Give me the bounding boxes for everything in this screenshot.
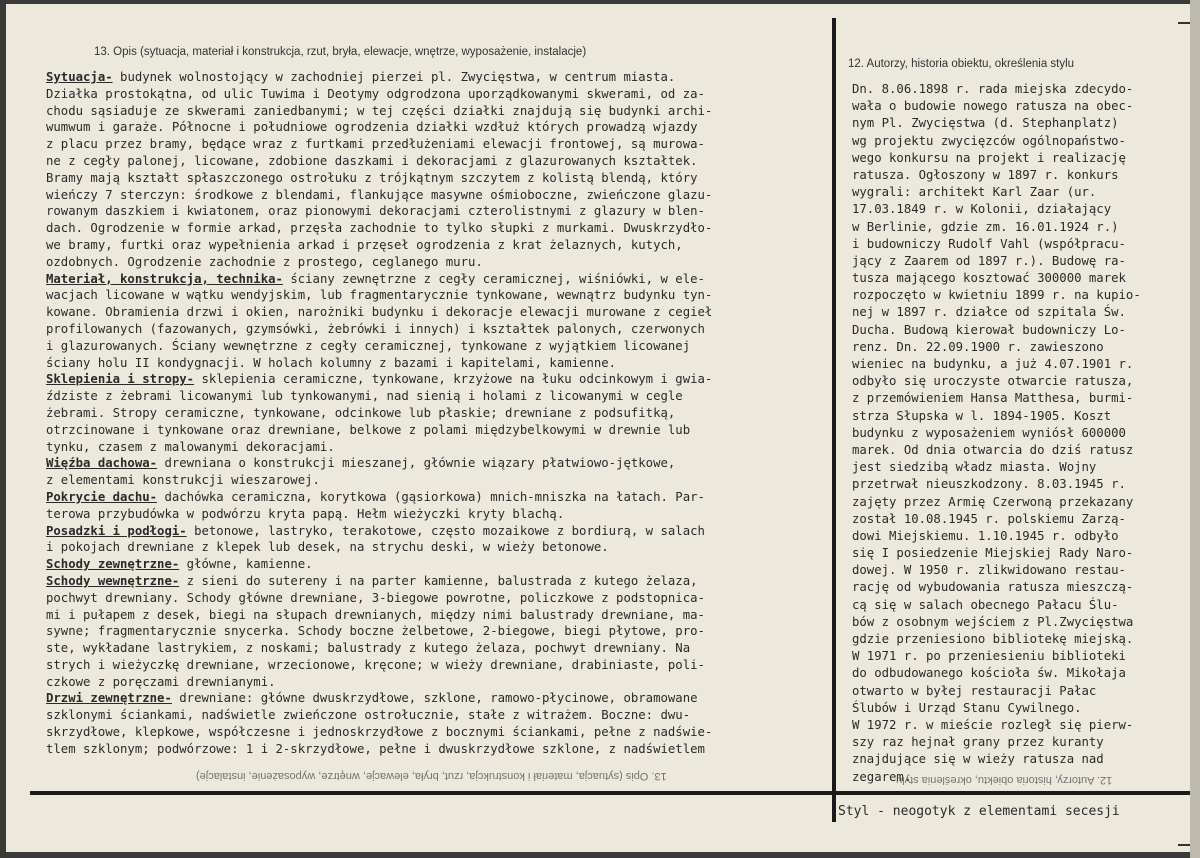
line-text: betonowe, lastryko, terakotowe, często mozaikowe z bordiurą, w salach (186, 523, 705, 538)
history-line: strza Słupska w l. 1894-1905. Koszt (852, 408, 1112, 423)
section-label: Schody wewnętrzne- (46, 573, 180, 588)
line-text: ściany zewnętrzne z cegły ceramicznej, wiśniówki, w ele- (282, 271, 705, 286)
history-line: wała o budowie nowego ratusza na obec- (852, 99, 1134, 114)
description-line (46, 523, 828, 540)
line-text: i pokojach drewniane z klepek lub desek, na strychu deski, w wieży betonowe. (46, 540, 609, 555)
line-text: kowane. Obramienia drzwi i okien, narożniki budynku i dekoracje elewacji murowane z cegieł (46, 305, 713, 320)
document-sheet (6, 4, 1190, 852)
line-text: strych i wieżyczkę drewniane, wrzecionowe, kręcone; w wieży drewniane, drabiniaste, poli- (46, 657, 705, 672)
description-text (46, 69, 828, 758)
description-line (46, 724, 828, 741)
description-line (46, 472, 828, 489)
right-section-header: 12. Autorzy, historia obiektu, określenia stylu (848, 58, 1075, 70)
description-line (46, 573, 828, 590)
horizontal-rule-right (836, 791, 1190, 795)
description-line (46, 422, 828, 439)
history-line: ratusza. Ogłoszony w 1897 r. konkurs (852, 167, 1119, 182)
line-text: tynku, czasem z malowanymi dekoracjami. (46, 439, 335, 454)
line-text: chodu sąsiaduje ze skwerami zaniedbanymi; w tej części działki znajdują się budynki archi- (46, 103, 713, 118)
history-line: jest siedzibą władz miasta. Wojny (852, 460, 1097, 475)
description-line (46, 287, 828, 304)
history-line: nej w 1897 r. działce od szpitala Św. (852, 305, 1126, 320)
history-line: przetrwał nieuszkodzony. 8.03.1945 r. (852, 477, 1126, 492)
description-line (46, 103, 828, 120)
line-text: rowanym daszkiem i kwiatonem, oraz pionowymi dekoracjami czterolistnymi z glazury w blen- (46, 204, 705, 219)
line-text: mi i pułapem z desek, biegi na słupach drewnianych, między nimi balustrady drewniane, ma- (46, 607, 705, 622)
line-text: sklepienia ceramiczne, tynkowane, krzyżowe na łuku odcinkowym i gwia- (194, 372, 713, 387)
section-label: Sytuacja- (46, 70, 113, 84)
history-line: budynku z wyposażeniem wyniósł 600000 (852, 425, 1126, 440)
corner-bracket-top (1178, 22, 1190, 42)
history-line: wieniec na budynku, a już 4.07.1901 r. (852, 357, 1134, 371)
line-text: ździste z żebrami licowanymi lub tynkowanymi, nad sienią i holami z licowanymi w cegle (46, 389, 683, 404)
description-line (46, 220, 828, 237)
history-line: W 1971 r. po przeniesieniu biblioteki (852, 649, 1126, 664)
description-line (46, 489, 828, 506)
line-text: główne, kamienne. (179, 557, 313, 572)
line-text: Bramy mają kształt spłaszczonego ostrołuku z trójkątnym szczytem z kolistą blendą, który (46, 170, 698, 185)
history-line: gdzie przeniesiono bibliotekę miejską. (852, 632, 1134, 646)
history-line: z przemówieniem Hansa Matthesa, burmi- (852, 391, 1134, 406)
description-line (46, 203, 828, 220)
history-line: został 10.08.1945 r. polskiemu Zarzą- (852, 511, 1126, 526)
line-text: sywne; fragmentarycznie snycerka. Schody boczne żelbetowe, 2-biegowe, biegi płytowe, pro- (46, 624, 705, 639)
description-line (46, 136, 828, 153)
description-line (46, 707, 828, 724)
line-text: z sieni do sutereny i na parter kamienne, balustrada z kutego żelaza, (179, 573, 698, 588)
line-text: pochwyt drewniany. Schody główne drewniane, 3-biegowe powrotne, policzkowe z podstopnica- (46, 590, 705, 605)
line-text: ozdobnych. Ogrodzenie zachodnie z prostego, ceglanego muru. (46, 254, 483, 269)
history-line: Ducha. Budową kierował budowniczy Lo- (852, 322, 1126, 337)
description-line (46, 455, 828, 472)
section-label: Sklepienia i stropy- (46, 372, 195, 387)
history-line: rację od wybudowania ratusza mieszczą- (852, 580, 1134, 595)
description-line (46, 271, 828, 288)
description-line (46, 674, 828, 691)
description-line (46, 590, 828, 607)
history-line: otwarto w byłej restauracji Pałac (852, 683, 1097, 698)
description-line (46, 170, 828, 187)
corner-bracket-bottom (1178, 830, 1190, 846)
history-line: odbyło się uroczyste otwarcie ratusza, (852, 374, 1134, 389)
main-section-header: 13. Opis (sytuacja, materiał i konstrukcja, rzut, bryła, elewacje, wnętrze, wyposażenie, instalacje) (94, 46, 587, 58)
description-line (46, 86, 828, 103)
page-edge (1190, 0, 1200, 858)
history-line: znajdujące się w wieży ratusza nad (852, 752, 1104, 767)
line-text: dachówka ceramiczna, korytkowa (gąsiorkowa) mnich-mniszka na łatach. Par- (157, 489, 705, 504)
history-line: Ślubów i Urząd Stanu Cywilnego. (852, 700, 1082, 715)
description-line (46, 640, 828, 657)
description-line (46, 69, 828, 86)
line-text: ne z cegły palonej, licowane, zdobione daszkami i dekoracjami z glazurowanych kształtek. (46, 153, 698, 168)
section-label: Pokrycie dachu- (46, 489, 158, 504)
description-line (46, 119, 828, 136)
line-text: z placu przez bramy, będące wraz z furtkami przedłużeniami elewacji frontowej, są murowa- (46, 137, 705, 152)
line-text: wacjach licowane w wątku wendyjskim, lub fragmentarycznie tynkowane, wewnątrz budynku tyn- (46, 288, 713, 303)
description-line (46, 153, 828, 170)
description-line (46, 623, 828, 640)
history-line: dowej. W 1950 r. zlikwidowano restau- (852, 563, 1126, 578)
history-line: bów z osobnym wejściem z Pl.Zwycięstwa (852, 614, 1134, 629)
history-line: do odbudowanego kościoła św. Mikołaja (852, 666, 1126, 681)
history-line: 17.03.1849 r. w Kolonii, działający (852, 202, 1112, 217)
section-label: Drzwi zewnętrzne- (46, 691, 172, 706)
line-text: budynek wolnostojący w zachodniej pierzei pl. Zwycięstwa, w centrum miasta. (112, 70, 676, 84)
line-text: Działka prostokątna, od ulic Tuwima i Deotymy odgrodzona uporządkowanymi skwerami, od za- (46, 86, 705, 101)
history-line: rozpoczęto w kwietniu 1899 r. na kupio- (852, 288, 1141, 303)
description-line (46, 556, 828, 573)
line-text: we bramy, furtki oraz wypełnienia arkad i przęseł ogrodzenia z krat żelaznych, kutych, (46, 237, 683, 252)
line-text: żebrami. Stropy ceramiczne, tynkowane, odcinkowe lub płaskie; drewniane z podsufitką, (46, 405, 676, 420)
description-line (46, 439, 828, 456)
history-line: w Berlinie, gdzie zm. 16.01.1924 r.) (852, 219, 1119, 234)
description-line (46, 338, 828, 355)
history-line: i budowniczy Rudolf Vahl (współpracu- (852, 236, 1126, 251)
history-line: zajęty przez Armię Czerwoną przekazany (852, 494, 1134, 509)
section-label: Więźba dachowa- (46, 456, 158, 471)
history-line: marek. Od dnia otwarcia do dziś ratusz (852, 442, 1134, 457)
line-text: i glazurowanych. Ściany wewnętrzne z cegły ceramicznej, tynkowane z wyjątkiem licowanej (46, 338, 691, 353)
description-line (46, 254, 828, 271)
line-text: tlem szklonym; podwórzowe: 1 i 2-skrzydłowe, pełne i dwuskrzydłowe szklone, z nadświetlem (46, 741, 705, 756)
history-line: cą się w salach obecnego Pałacu Ślu- (852, 597, 1119, 612)
history-line: dowi Miejskiemu. 1.10.1945 r. odbyło (852, 528, 1119, 543)
line-text: drewniane: główne dwuskrzydłowe, szklone, ramowo-płycinowe, obramowane (171, 691, 698, 706)
history-line: renz. Dn. 22.09.1900 r. zawieszono (852, 339, 1104, 354)
description-line (46, 506, 828, 523)
history-line: zegarem. (852, 769, 912, 784)
line-text: z elementami konstrukcji wieszarowej. (46, 473, 320, 488)
line-text: wumwum i garaże. Północne i południowe ogrodzenia działki wzdłuż których prowadzą wjazdy (46, 120, 698, 135)
line-text: ściany holu II kondygnacji. W holach kolumny z bazami i kapitelami, kamienne. (46, 355, 617, 370)
vertical-divider (832, 18, 836, 822)
history-line: wego konkursu na projekt i realizację (852, 150, 1126, 165)
description-line (46, 304, 828, 321)
horizontal-rule-left (30, 791, 836, 795)
section-label: Schody zewnętrzne- (46, 557, 180, 572)
description-line (46, 690, 828, 707)
style-line: Styl - neogotyk z elementami secesji (838, 804, 1120, 819)
line-text: skrzydłowe, klepkowe, współczesne i jednoskrzydłowe z bocznymi ściankami, pełne z nadświe- (46, 725, 713, 740)
line-text: ste, wykładane lastrykiem, z noskami; balustrady z kutego żelaza, pochwyt drewniany. Na (46, 641, 691, 656)
description-line (46, 371, 828, 388)
line-text: profilowanych (fazowanych, gzymsówki, żebrówki i innych) i kształtek palonych, czerwonych (46, 321, 705, 336)
description-line (46, 355, 828, 372)
description-line (46, 237, 828, 254)
line-text: otrzcinowane i tynkowane oraz drewniane, belkowe z polami międzybelkowymi w drewnie lub (46, 422, 691, 437)
history-line: szy raz hejnał grany przez kuranty (852, 735, 1104, 750)
history-line: się I posiedzenie Miejskiej Rady Naro- (852, 546, 1134, 561)
history-line: nym Pl. Zwycięstwa (d. Stephanplatz) (852, 116, 1119, 131)
section-label: Materiał, konstrukcja, technika- (46, 271, 283, 286)
line-text: drewniana o konstrukcji mieszanej, głównie wiązary płatwiowo-jętkowe, (157, 456, 676, 471)
description-line (46, 539, 828, 556)
description-line (46, 607, 828, 624)
description-line (46, 741, 828, 758)
description-line (46, 321, 828, 338)
description-line (46, 388, 828, 405)
section-label: Posadzki i podłogi- (46, 523, 187, 538)
line-text: wieńczy 7 sterczyn: środkowe z blendami, flankujące masywne ośmioboczne, zwieńczone glazu- (46, 187, 713, 202)
line-text: terowa przybudówka w podwórzu kryta papą. Hełm wieżyczki kryty blachą. (46, 506, 565, 521)
history-line: W 1972 r. w mieście rozległ się pierw- (852, 717, 1134, 732)
mirrored-right-header: 12. Autorzy, historia obiektu, określenia stylu (896, 774, 1113, 786)
history-line: wygrali: architekt Karl Zaar (ur. (852, 185, 1097, 200)
history-line: wg projektu zwycięzców ogólnopaństwo- (852, 133, 1126, 148)
line-text: dach. Ogrodzenie w formie arkad, przęsła zachodnie to tylko słupki z murkami. Dwuskrzydło- (46, 221, 713, 236)
history-line: jący z Zaarem od 1897 r.). Budowę ra- (852, 253, 1126, 268)
history-line: Dn. 8.06.1898 r. rada miejska zdecydo- (852, 82, 1134, 96)
history-line: tusza mającego kosztować 300000 marek (852, 271, 1126, 286)
description-line (46, 187, 828, 204)
mirrored-main-header: 13. Opis (sytuacja, materiał i konstrukcja, rzut, bryła, elewacje, wnętrze, wyposażenie, instalacje) (196, 770, 667, 782)
description-line (46, 405, 828, 422)
history-text (852, 81, 1182, 786)
line-text: szklonymi ściankami, nadświetle zwieńczone ostrołucznie, stałe z witrażem. Boczne: dwu- (46, 708, 691, 723)
line-text: czkowe z poręczami drewnianymi. (46, 674, 276, 689)
description-line (46, 657, 828, 674)
